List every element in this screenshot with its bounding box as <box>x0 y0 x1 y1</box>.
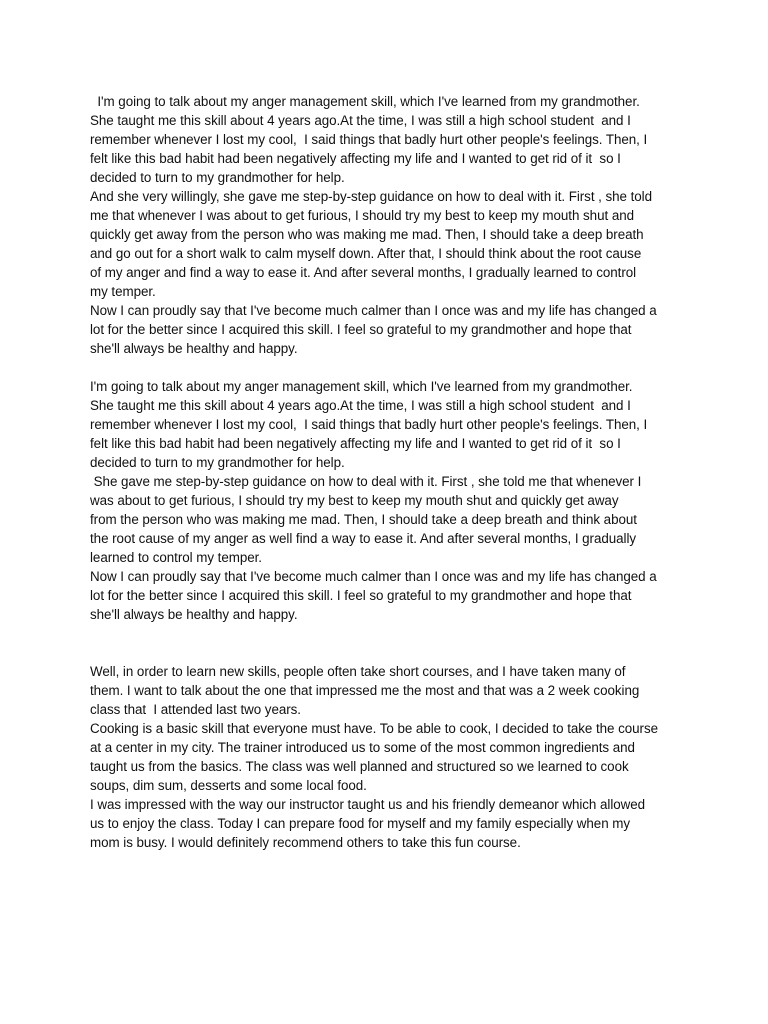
text-line: soups, dim sum, desserts and some local food. <box>90 778 367 793</box>
text-line: at a center in my city. The trainer introduced us to some of the most common ingredients and <box>90 740 635 755</box>
text-line: remember whenever I lost my cool, I said things that badly hurt other people's feelings. Then, I <box>90 132 648 147</box>
essay-anger-management-first <box>90 92 682 358</box>
text-line: of my anger and find a way to ease it. And after several months, I gradually learned to control <box>90 265 637 280</box>
text-line: I'm going to talk about my anger management skill, which I've learned from my grandmother. <box>90 379 633 394</box>
text-line: She taught me this skill about 4 years ago.At the time, I was still a high school student and I <box>90 398 631 413</box>
text-line: from the person who was making me mad. Then, I should take a deep breath and think about <box>90 512 637 527</box>
text-line: mom is busy. I would definitely recommend others to take this fun course. <box>90 835 521 850</box>
text-line: decided to turn to my grandmother for help. <box>90 170 345 185</box>
text-line: I was impressed with the way our instructor taught us and his friendly demeanor which allowed <box>90 797 646 812</box>
text-line: taught us from the basics. The class was well planned and structured so we learned to cook <box>90 759 629 774</box>
text-line: I'm going to talk about my anger management skill, which I've learned from my grandmother. <box>90 94 640 109</box>
text-line: she'll always be healthy and happy. <box>90 607 298 622</box>
paragraph-spacer <box>90 624 682 662</box>
essay-cooking-course <box>90 662 682 852</box>
text-line: Now I can proudly say that I've become much calmer than I once was and my life has changed a <box>90 569 657 584</box>
text-line: them. I want to talk about the one that impressed me the most and that was a 2 week cooking <box>90 683 640 698</box>
paragraph-spacer <box>90 358 682 377</box>
text-line: class that I attended last two years. <box>90 702 301 717</box>
text-line: lot for the better since I acquired this skill. I feel so grateful to my grandmother and hope that <box>90 322 632 337</box>
text-line: the root cause of my anger as well find a way to ease it. And after several months, I gradually <box>90 531 637 546</box>
text-line: my temper. <box>90 284 156 299</box>
text-line: Now I can proudly say that I've become much calmer than I once was and my life has changed a <box>90 303 657 318</box>
text-line: felt like this bad habit had been negatively affecting my life and I wanted to get rid of it so I <box>90 151 621 166</box>
text-line: She taught me this skill about 4 years ago.At the time, I was still a high school student and I <box>90 113 631 128</box>
text-line: us to enjoy the class. Today I can prepare food for myself and my family especially when my <box>90 816 631 831</box>
text-line: decided to turn to my grandmother for help. <box>90 455 345 470</box>
text-line: learned to control my temper. <box>90 550 262 565</box>
text-line: Well, in order to learn new skills, people often take short courses, and I have taken many of <box>90 664 626 679</box>
document-page <box>90 92 682 852</box>
text-line: Cooking is a basic skill that everyone must have. To be able to cook, I decided to take the course <box>90 721 659 736</box>
essay-anger-management-second <box>90 377 682 624</box>
text-line: and go out for a short walk to calm myself down. After that, I should think about the root cause <box>90 246 642 261</box>
text-line: was about to get furious, I should try my best to keep my mouth shut and quickly get away <box>90 493 619 508</box>
text-line: felt like this bad habit had been negatively affecting my life and I wanted to get rid of it so I <box>90 436 621 451</box>
text-line: me that whenever I was about to get furious, I should try my best to keep my mouth shut and <box>90 208 635 223</box>
text-line: And she very willingly, she gave me step-by-step guidance on how to deal with it. First , she told <box>90 189 653 204</box>
text-line: remember whenever I lost my cool, I said things that badly hurt other people's feelings. Then, I <box>90 417 648 432</box>
text-line: lot for the better since I acquired this skill. I feel so grateful to my grandmother and hope that <box>90 588 632 603</box>
text-line: She gave me step-by-step guidance on how to deal with it. First , she told me that whenever I <box>90 474 642 489</box>
text-line: she'll always be healthy and happy. <box>90 341 298 356</box>
text-line: quickly get away from the person who was making me mad. Then, I should take a deep breath <box>90 227 644 242</box>
